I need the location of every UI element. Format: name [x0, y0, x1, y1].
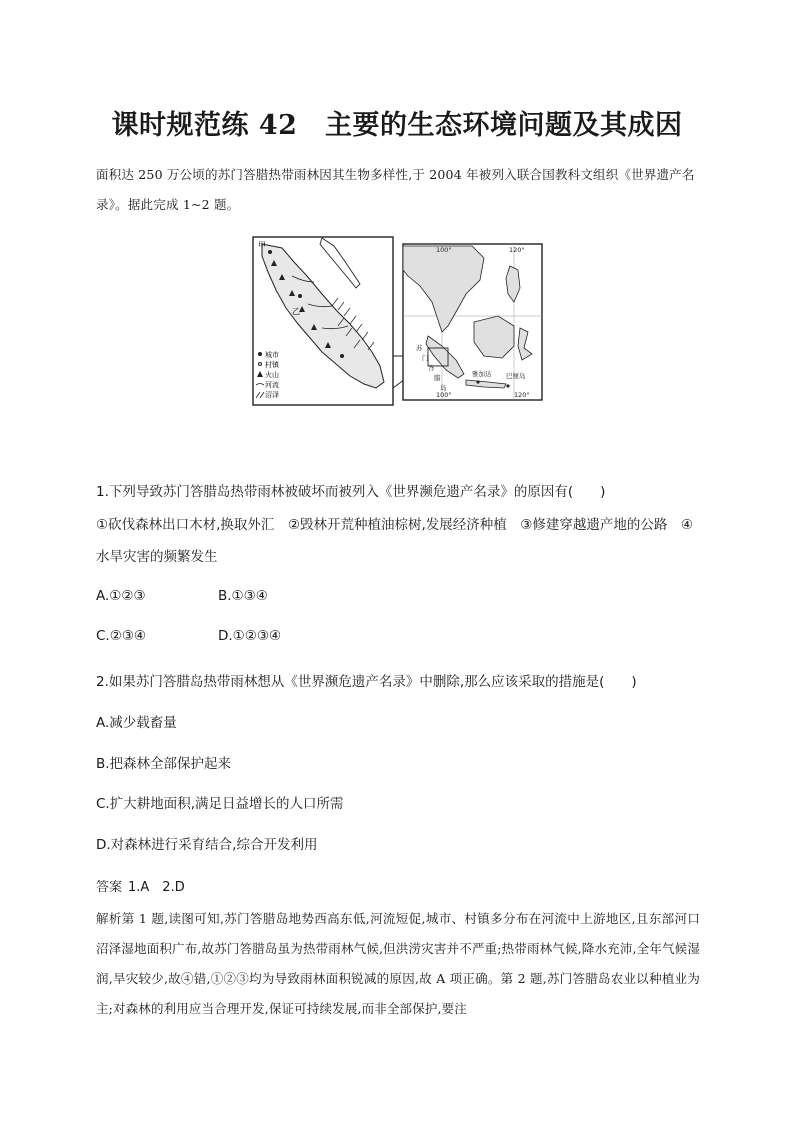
lon-label-120-top: 120° [509, 246, 525, 254]
intro-paragraph: 面积达 250 万公顷的苏门答腊热带雨林因其生物多样性,于 2004 年被列入联合国教科文组织《世界遗产名录》。据此完成 1~2 题。 [96, 167, 695, 212]
legend-swamp: 沼泽 [265, 391, 279, 399]
jakarta-dot [476, 380, 479, 383]
answer-line [96, 876, 185, 895]
island-char-su: 苏 [416, 344, 423, 352]
option-q2-a[interactable]: A.减少载畜量 [96, 715, 177, 731]
bali-dot [506, 384, 509, 387]
option-q2-b[interactable]: B.把森林全部保护起来 [96, 756, 232, 772]
option-q1-d[interactable]: D.①②③④ [218, 628, 282, 644]
island-char-men: 门 [422, 354, 429, 362]
option-q1-c[interactable]: C.②③④ [96, 628, 147, 644]
answer-label: 答案 [96, 880, 123, 895]
option-q1-a[interactable]: A.①②③ [96, 588, 146, 604]
label-jakarta: 雅加达 [472, 370, 492, 378]
page-title: 课时规范练 42 主要的生态环境问题及其成因 [111, 110, 683, 141]
map-figure [252, 236, 544, 408]
map-label-jia: 甲 [258, 241, 266, 250]
question-2-stem: 2.如果苏门答腊岛热带雨林想从《世界濒危遗产名录》中删除,那么应该采取的措施是( ) [96, 674, 637, 690]
island-char-da: 答 [428, 364, 435, 372]
explanation-paragraph: 解析第 1 题,读图可知,苏门答腊岛地势西高东低,河流短促,城市、村镇多分布在河流中上游地区,且东部河口沼泽湿地面积广布,故苏门答腊岛虽为热带雨林气候,但洪涝灾害并不严重;热带雨林气候,降水充沛,全年气候湿润,旱灾较少,故④错,①②③均为导致雨林面积锐减的原因,故 A 项正确。第 2 题,苏门答腊岛农业以种植业为主;对森林的利用应当合理开发,保证可持续发展,而非全部保护,要注 [96, 911, 700, 1016]
option-q2-d[interactable]: D.对森林进行采育结合,综合开发利用 [96, 837, 318, 853]
option-q2-c[interactable]: C.扩大耕地面积,满足日益增长的人口所需 [96, 796, 344, 812]
legend-town: 村镇 [265, 361, 279, 369]
question-1-stem: 1.下列导致苏门答腊岛热带雨林被破坏而被列入《世界濒危遗产名录》的原因有( ) [96, 484, 606, 500]
island-char-la: 腊 [434, 374, 441, 382]
question-1-items: ①砍伐森林出口木材,换取外汇 ②毁林开荒种植油棕树,发展经济种植 ③修建穿越遗产地的公路 ④水旱灾害的频繁发生 [96, 517, 693, 565]
legend-river: 河流 [265, 381, 279, 389]
map-label-yi: 乙 [292, 307, 300, 316]
lon-label-100-bottom: 100° [436, 391, 452, 399]
answer-text: 1.A 2.D [128, 880, 185, 895]
island-char-dao: 岛 [440, 384, 447, 392]
question-1-options-row-2 [96, 628, 281, 644]
lon-label-100-top: 100° [436, 246, 452, 254]
legend-volcano: 火山 [265, 371, 279, 379]
legend-city: 城市 [265, 351, 279, 359]
option-q1-b[interactable]: B.①③④ [218, 588, 268, 604]
question-1-options-row-1 [96, 588, 268, 604]
label-bali: 巴厘岛 [506, 372, 526, 380]
lon-label-120-bottom: 120° [514, 391, 530, 399]
